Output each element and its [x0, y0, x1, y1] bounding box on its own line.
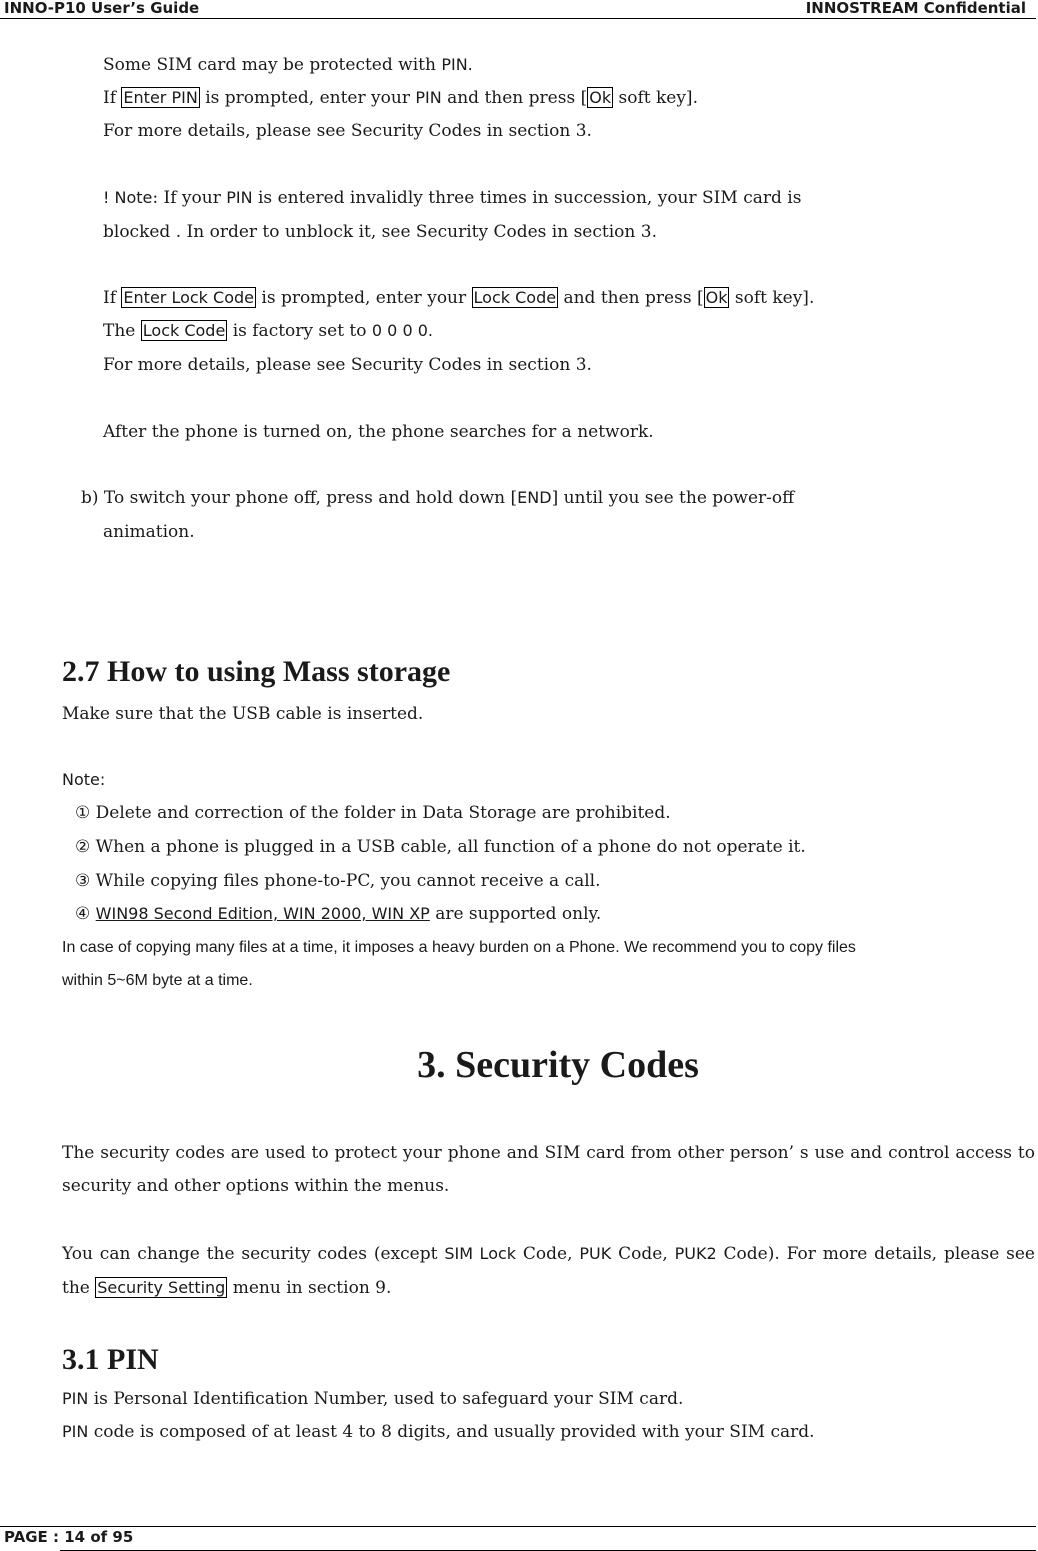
text-line: The Lock Code is factory set to 0 0 0 0. — [103, 321, 433, 341]
text-line: For more details, please see Security Codes in section 3. — [103, 355, 592, 375]
security-setting-key: Security Setting — [97, 1278, 226, 1297]
paragraph: You can change the security codes (except SIM Lock Code, PUK Code, PUK2 Code). For more details, please see the Security Setting menu in section 9. — [62, 1244, 1035, 1298]
page-number: PAGE : 14 of 95 — [4, 1528, 134, 1546]
paragraph: The security codes are used to protect your phone and SIM card from other person’ s use and control access to security and other options within the menus. — [62, 1143, 1035, 1196]
text-line: In case of copying many files at a time, it imposes a heavy burden on a Phone. We recommend you to copy files — [62, 939, 856, 956]
list-item: ② When a phone is plugged in a USB cable, all function of a phone do not operate it. — [75, 837, 806, 857]
section-heading: 3.1 PIN — [62, 1343, 159, 1376]
note-label: Note: — [62, 770, 106, 789]
text-line: After the phone is turned on, the phone searches for a network. — [103, 422, 654, 442]
lock-code-key: Lock Code — [473, 288, 557, 307]
text-line: If Enter Lock Code is prompted, enter your Lock Code and then press [ Ok soft key]. — [103, 288, 815, 308]
enter-lock-code-key: Enter Lock Code — [123, 288, 254, 307]
lock-code-key: Lock Code — [142, 321, 226, 340]
ok-key: Ok — [705, 288, 728, 307]
text-line: animation. — [103, 522, 195, 542]
page-header — [0, 0, 1036, 19]
page-footer — [0, 1526, 1036, 1549]
note-line: ! Note: If your PIN is entered invalidly three times in succession, your SIM card is — [103, 188, 802, 208]
text-line: PIN is Personal Identification Number, used to safeguard your SIM card. — [62, 1389, 684, 1409]
section-heading: 2.7 How to using Mass storage — [62, 655, 451, 688]
text-line: If Enter PIN is prompted, enter your PIN and then press [ Ok soft key]. — [103, 88, 698, 108]
list-item: ① Delete and correction of the folder in Data Storage are prohibited. — [75, 803, 671, 823]
ok-key: Ok — [589, 88, 612, 107]
list-item: ④ WIN98 Second Edition, WIN 2000, WIN XP are supported only. — [75, 904, 602, 924]
text-line: PIN code is composed of at least 4 to 8 digits, and usually provided with your SIM card. — [62, 1422, 815, 1442]
text-line: blocked . In order to unblock it, see Security Codes in section 3. — [103, 222, 657, 242]
enter-pin-key: Enter PIN — [123, 88, 198, 107]
text-line: Some SIM card may be protected with PIN. — [103, 55, 473, 75]
text-line: For more details, please see Security Codes in section 3. — [103, 121, 592, 141]
text-line: within 5~6M byte at a time. — [62, 972, 253, 989]
text-line: Make sure that the USB cable is inserted. — [62, 704, 424, 724]
header-title: INNO-P10 User’s Guide — [4, 0, 200, 17]
chapter-title: 3. Security Codes — [417, 1044, 699, 1086]
text-line: b) To switch your phone off, press and hold down [END] until you see the power-off — [81, 488, 795, 508]
list-item: ③ While copying files phone-to-PC, you cannot receive a call. — [75, 871, 601, 891]
header-confidential: INNOSTREAM Confidential — [805, 0, 1026, 17]
